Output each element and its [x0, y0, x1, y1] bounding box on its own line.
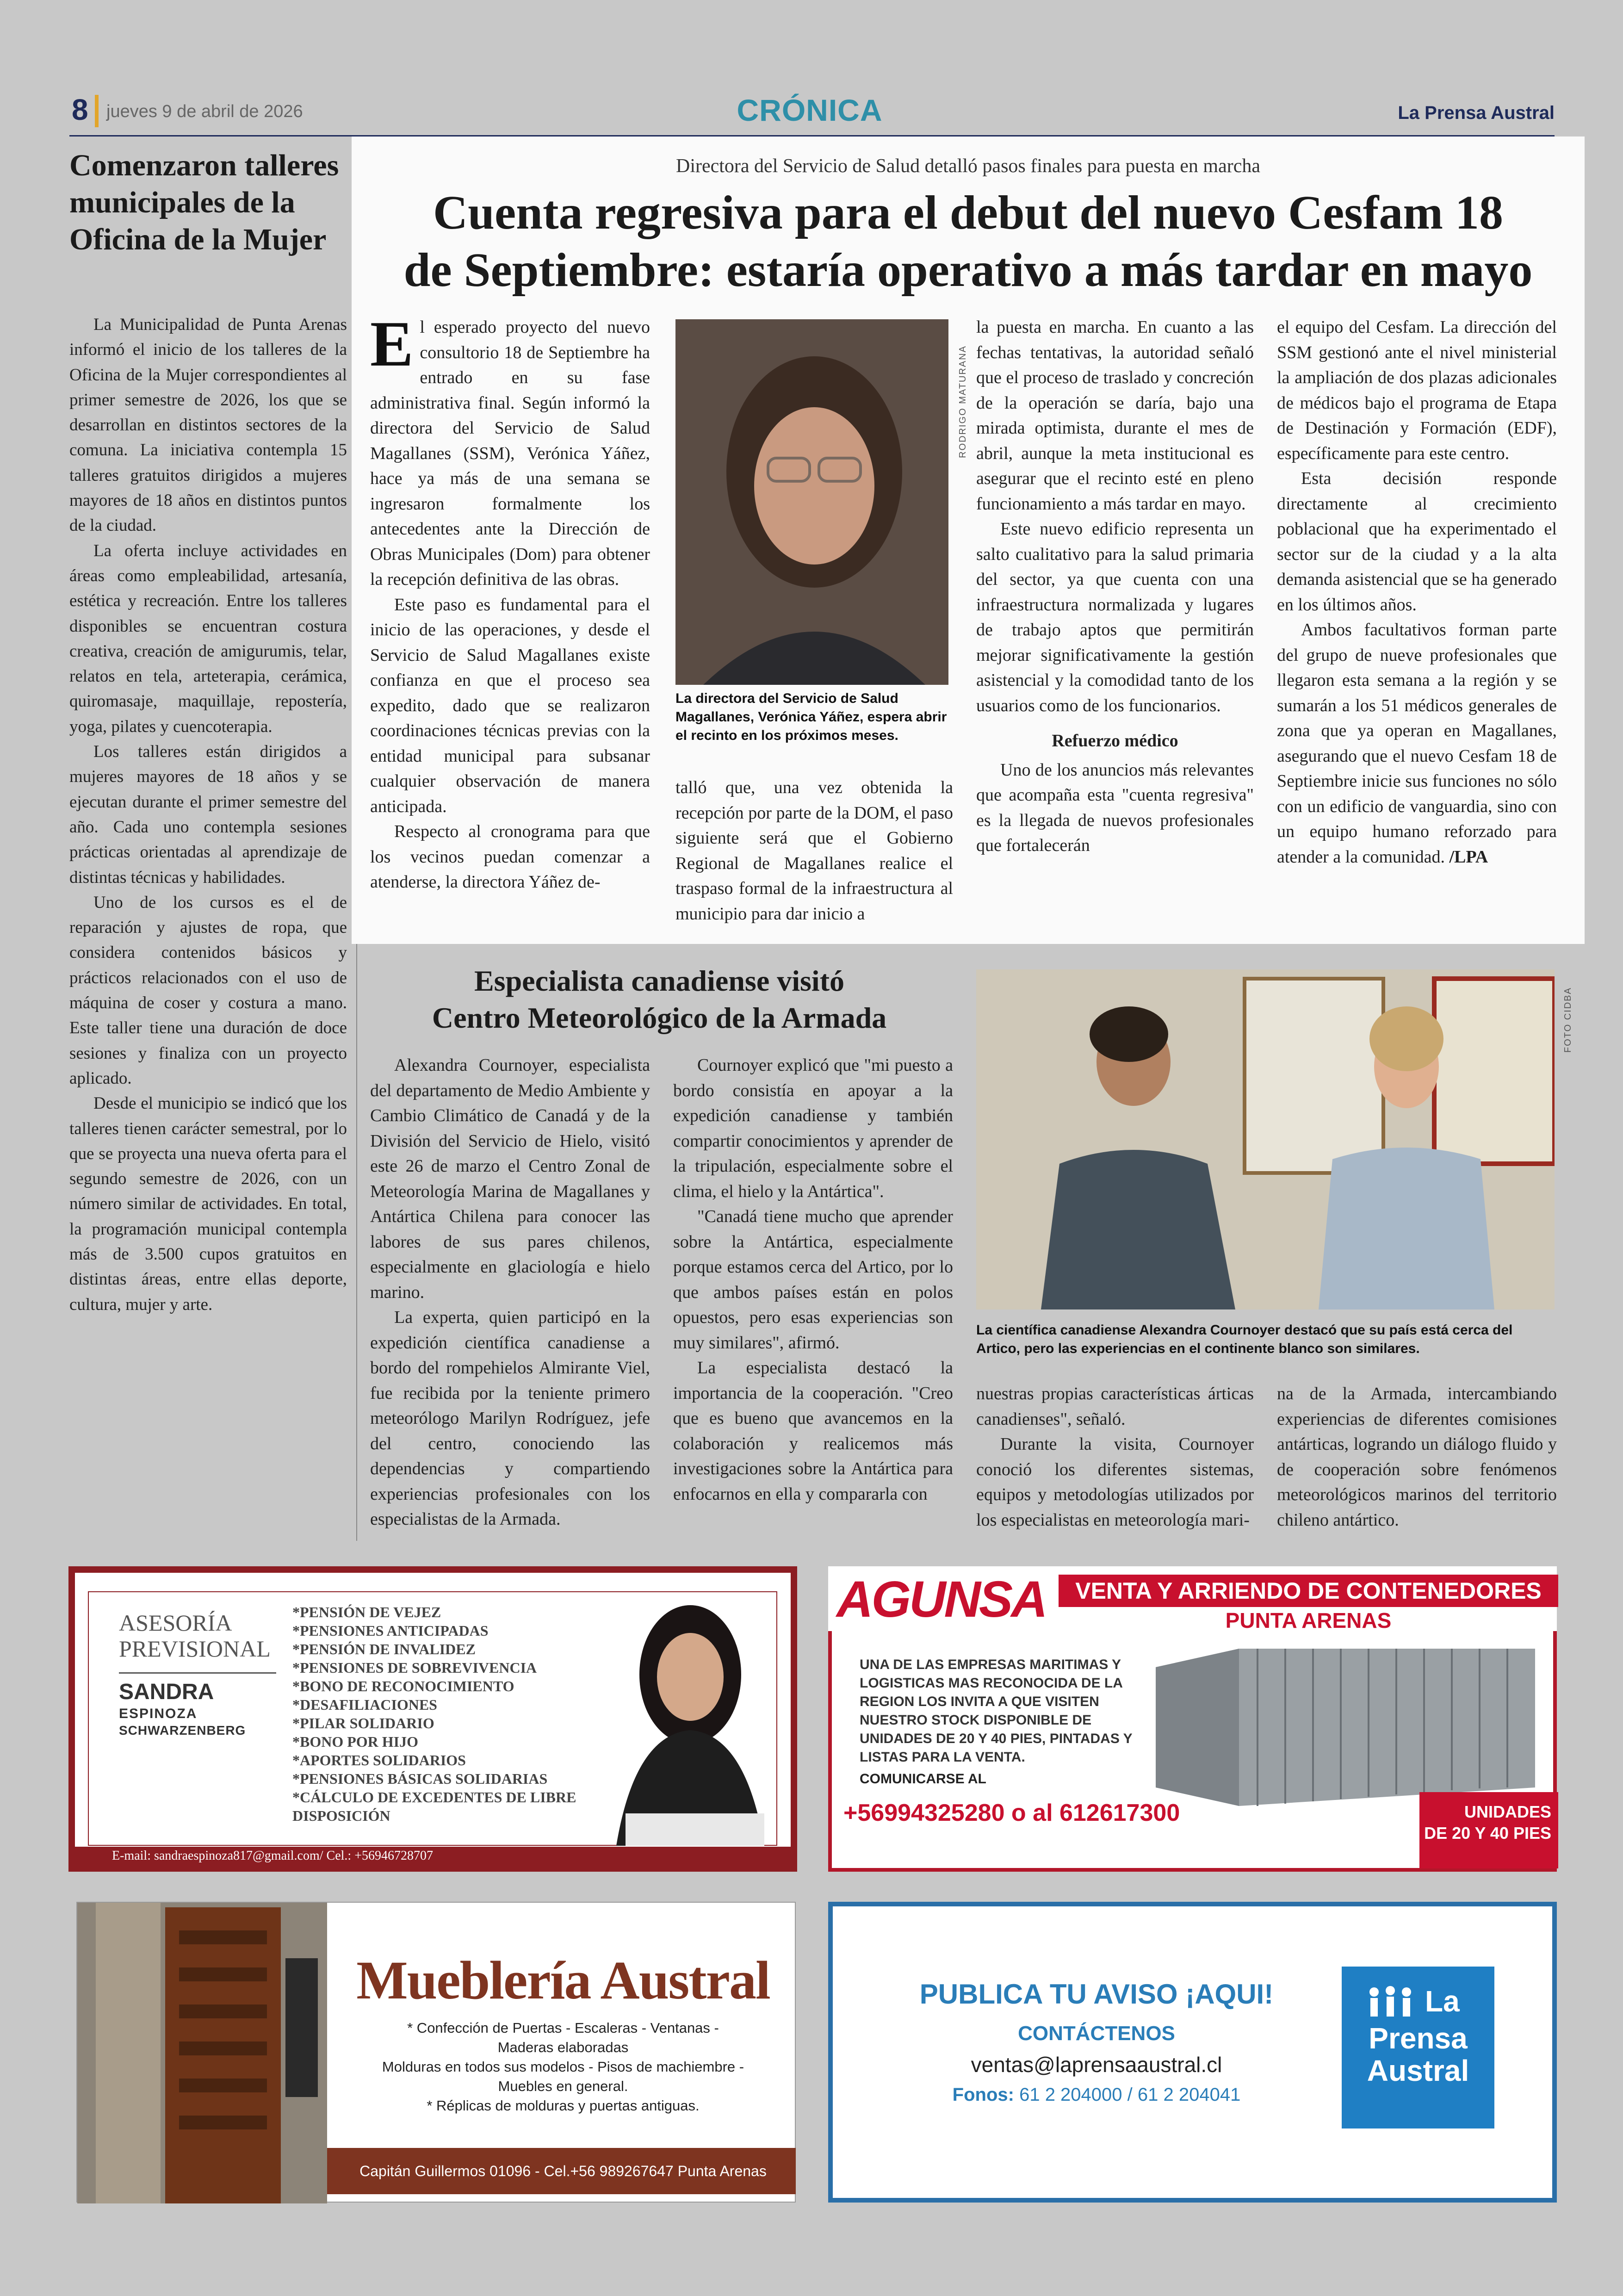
ad-title-line: PREVISIONAL — [119, 1636, 271, 1662]
paragraph: Cournoyer explicó que "mi puesto a bordo consistía en apoyar a la expedición canadiense y también compartir conocimientos y aprender de la tripulación, especialmente sobre el clima, el hielo y la Antártica". — [673, 1055, 953, 1201]
photo-caption: La científica canadiense Alexandra Cournoyer destacó que su país está cerca del Artico, pero las experiencias en el continente blanco son similares. — [976, 1322, 1513, 1356]
headline-line: Especialista canadiense visitó — [474, 964, 845, 997]
paragraph: Este nuevo edificio representa un salto cualitativo para la salud primaria del sector, ya que cuenta con una infraestructura normalizada y lugares de trabajo aptos que permitirán mejorar significativamente la gestión asistencial y la comodidad tanto de los usuarios como de los funcionarios. — [976, 519, 1254, 715]
issue-date: jueves 9 de abril de 2026 — [106, 102, 303, 121]
paragraph: el equipo del Cesfam. La dirección del SSM gestionó ante el nivel ministerial la ampliación de dos plazas adicionales de médicos bajo el programa de Etapa de Destinación y Formación (EDF), específicamente para este centro. — [1277, 317, 1557, 463]
publica-phones — [907, 2085, 1286, 2105]
service-line: Molduras en todos sus modelos - Pisos de machiembre - — [382, 2059, 744, 2075]
service-item: *BONO POR HIJO — [292, 1733, 419, 1750]
la-prensa-austral-logo — [1342, 1967, 1494, 2128]
publica-contact-label: CONTÁCTENOS — [1018, 2022, 1175, 2045]
muebleria-address: Capitán Guillermos 01096 - Cel.+56 989267647 Punta Arenas — [359, 2163, 767, 2179]
headline-line: Cuenta regresiva para el debut del nuevo Cesfam 18 — [433, 186, 1503, 239]
paragraph — [1277, 617, 1557, 869]
paragraph: Esta decisión responde directamente al crecimiento poblacional que ha experimentado el sector sur de la ciudad y a la alta demanda asistencial que se ha generado en los últimos años. — [1277, 469, 1557, 614]
service-line: Muebles en general. — [498, 2078, 628, 2094]
side-article-paragraph: La Municipalidad de Punta Arenas informó el inicio de los talleres de la Oficina de la Mujer correspondientes al primer semestre de 2026, los que se desarrollan en distintos sectores de la comuna. La iniciativa contempla 15 talleres gratuitos dirigidos a mujeres mayores de 18 años en distintos puntos de la ciudad. — [69, 315, 347, 535]
photo-caption: La directora del Servicio de Salud Magallanes, Verónica Yáñez, espera abrir el recinto en los próximos meses. — [675, 691, 947, 743]
section-title: CRÓNICA — [737, 93, 883, 127]
units-line: UNIDADES — [1464, 1802, 1551, 1821]
paragraph: Este paso es fundamental para el inicio de las operaciones, y desde el Servicio de Salud Magallanes existe confianza en que el proceso sea expedito, dado que se realizaron coordinaciones técnicas previas con la entidad municipal para subsanar cualquier observación de manera anticipada. — [370, 595, 650, 816]
photo-credit: FOTO CIDBA — [1563, 987, 1573, 1053]
agunsa-city: PUNTA ARENAS — [1225, 1608, 1392, 1632]
main-article-kicker: Directora del Servicio de Salud detalló pasos finales para puesta en marcha — [675, 155, 1260, 177]
subheading: Refuerzo médico — [1052, 731, 1178, 751]
second-article-col3 — [976, 1381, 1254, 1533]
main-article-col2 — [675, 775, 953, 926]
ad-agunsa[interactable] — [828, 1566, 1557, 1872]
door-photo — [77, 1903, 327, 2203]
paragraph-text: Ambos facultativos forman parte del grupo de nueve profesionales que llegaron esta semana a la región y se sumarán a los 51 médicos generales de zona que ya operan en Magallanes, asegurando que el nuevo Cesfam 18 de Septiembre inicie sus funciones no sólo con un edificio de vanguardia, sino con un equipo humano reforzado para atender a la comunidad. — [1277, 620, 1557, 867]
agunsa-body: UNA DE LAS EMPRESAS MARITIMAS Y LOGISTICAS MAS RECONOCIDA DE LA REGION LOS INVITA A QUE VISITEN NUESTRO STOCK DISPONIBLE DE UNIDADES DE 20 Y 40 PIES, PINTADAS Y LISTAS PARA LA VENTA. — [860, 1657, 1133, 1765]
paragraph: talló que, una vez obtenida la recepción por parte de la DOM, el paso siguiente será que el Gobierno Regional de Magallanes realice el traspaso formal de la infraestructura al municipio para dar inicio a — [675, 778, 953, 924]
service-item: *PENSIÓN DE INVALIDEZ — [292, 1641, 476, 1657]
main-article-col4 — [1277, 315, 1557, 869]
agunsa-units — [1419, 1801, 1551, 1844]
service-item: *PENSIONES DE SOBREVIVENCIA — [292, 1659, 537, 1676]
service-line: * Confección de Puertas - Escaleras - Ventanas - — [407, 2020, 719, 2036]
logo-line: Austral — [1367, 2054, 1469, 2087]
ad-title-line: ASESORÍA — [119, 1610, 232, 1636]
service-item: *APORTES SOLIDARIOS — [292, 1752, 466, 1769]
advisor-illustration — [598, 1596, 783, 1846]
side-article-paragraph: Los talleres están dirigidos a mujeres mayores de 18 años y se ejecutan durante el primer semestre del año. Cada uno contempla sesiones prácticas orientadas al aprendizaje de distintas técnicas y habilidades. — [69, 742, 347, 887]
agunsa-cta: COMUNICARSE AL — [860, 1771, 986, 1787]
director-photo — [675, 319, 948, 685]
wooden-door-illustration — [77, 1903, 327, 2203]
paragraph: La experta, quien participó en la expedición científica canadiense a bordo del rompehielos Almirante Viel, fue recibida por la teniente primero meteorólogo Marilyn Rodríguez, jefe del centro, conociendo las dependencias y compartiendo experiencias profesionales con los especialistas de la Armada. — [370, 1308, 650, 1529]
ad-person-name — [119, 1679, 246, 1738]
ad-services-list — [292, 1603, 588, 1825]
phones-value[interactable]: 61 2 204000 / 61 2 204041 — [1019, 2085, 1241, 2105]
main-article-col1 — [370, 308, 650, 895]
second-article-col4 — [1277, 1381, 1557, 1533]
service-item: *BONO DE RECONOCIMIENTO — [292, 1678, 514, 1694]
newspaper-brand: La Prensa Austral — [1398, 103, 1555, 123]
name-line: SANDRA — [119, 1680, 214, 1704]
signature: /LPA — [1449, 847, 1488, 867]
side-article-paragraph: Uno de los cursos es el de reparación y ajustes de ropa, que considera contenidos básicos y prácticos relacionados con el uso de máquina de coser y costura a mano. Este taller tiene una duración de doce sesiones y finaliza con un proyecto aplicado. — [69, 893, 347, 1088]
service-item: *CÁLCULO DE EXCEDENTES DE LIBRE DISPOSICIÓN — [292, 1789, 576, 1824]
agunsa-phones[interactable]: +56994325280 o al 612617300 — [843, 1800, 1180, 1826]
meteorology-illustration — [976, 969, 1555, 1309]
paragraph: Alexandra Cournoyer, especialista del departamento de Medio Ambiente y Cambio Climático de Canadá y de la División del Servicio de Hielo, visitó este 26 de marzo el Centro Zonal de Meteorología Marina de Magallanes y Antártica Chilena para conocer las labores de sus pares chilenos, especialmente en glaciología e hielo marino. — [370, 1055, 650, 1302]
muebleria-services — [341, 2018, 785, 2116]
paragraph: la puesta en marcha. En cuanto a las fechas tentativas, la autoridad señaló que el proceso de traslado y concreción de la operación se daría, bajo una mirada optimista, durante el mes de abril, aunque la meta institucional es asegurar que el recinto esté en pleno funcionamiento a más tardar en mayo. — [976, 317, 1254, 514]
service-line: * Réplicas de molduras y puertas antiguas. — [427, 2097, 700, 2114]
meteorology-photo — [976, 969, 1555, 1309]
name-line: SCHWARZENBERG — [119, 1723, 246, 1738]
ad-divider — [119, 1672, 276, 1674]
photo-credit: RODRIGO MATURANA — [958, 345, 968, 458]
ad-publica-aviso[interactable] — [828, 1902, 1557, 2203]
service-item: *DESAFILIACIONES — [292, 1696, 437, 1713]
publica-title: PUBLICA TU AVISO ¡AQUI! — [919, 1979, 1274, 2010]
service-line: Maderas elaboradas — [497, 2039, 629, 2055]
paragraph: nuestras propias características árticas canadienses", señaló. — [976, 1384, 1254, 1429]
paragraph: na de la Armada, intercambiando experiencias de diferentes comisiones antárticas, logrando un diálogo fluido y de cooperación sobre fenómenos meteorológicos marinos del territorio chileno antártico. — [1277, 1384, 1557, 1530]
paragraph: La especialista destacó la importancia de la cooperación. "Creo que es bueno que avancemos en la colaboración y realicemos más investigaciones sobre la Antártica para enfocarnos en ella y compararla con — [673, 1358, 953, 1504]
second-article-col2 — [673, 1053, 953, 1507]
paragraph: Respecto al cronograma para que los vecinos puedan comenzar a atenderse, la directora Yáñez de- — [370, 822, 650, 892]
headline-line: Centro Meteorológico de la Armada — [432, 1001, 887, 1034]
publica-email[interactable]: ventas@laprensaaustral.cl — [971, 2053, 1222, 2077]
advisor-photo — [598, 1596, 783, 1846]
ad-asesoria-previsional[interactable] — [68, 1566, 797, 1872]
second-article-headline — [361, 962, 958, 1036]
paragraph: Durante la visita, Cournoyer conoció los diferentes sistemas, equipos y metodologías utilizados por los especialistas en meteorología mari- — [976, 1434, 1254, 1530]
page-number-divider — [95, 95, 99, 127]
ad-muebleria-austral[interactable] — [76, 1902, 796, 2203]
service-item: *PENSIÓN DE VEJEZ — [292, 1604, 441, 1620]
name-line: ESPINOZA — [119, 1706, 198, 1721]
portrait-illustration — [675, 319, 948, 685]
ad-title — [119, 1610, 271, 1662]
paragraph: Uno de los anuncios más relevantes que acompaña esta "cuenta regresiva" es la llegada de nuevos profesionales que fortalecerán — [976, 760, 1254, 855]
service-item: *PENSIONES BÁSICAS SOLIDARIAS — [292, 1770, 548, 1787]
page-number: 8 — [72, 93, 88, 126]
second-article-col1 — [370, 1053, 650, 1532]
agunsa-banner: VENTA Y ARRIENDO DE CONTENEDORES — [1059, 1575, 1558, 1607]
agunsa-logo: AGUNSA — [836, 1571, 1046, 1628]
headline-line: de Septiembre: estaría operativo a más tardar en mayo — [403, 243, 1533, 297]
drop-cap: E — [370, 308, 414, 380]
side-article-paragraph: La oferta incluye actividades en áreas como empleabilidad, artesanía, estética y recreación. Entre los talleres disponibles se encuentran costura creativa, creación de amigurumis, telar, relatos en tela, arteterapia, cerámica, quiromasaje, maquillaje, repostería, yoga, pilates y cuencoterapia. — [69, 541, 347, 736]
side-article-title: Comenzaron talleres municipales de la Oficina de la Mujer — [69, 149, 339, 256]
service-item: *PILAR SOLIDARIO — [292, 1715, 434, 1731]
logo-line: La — [1425, 1985, 1460, 2018]
phones-label: Fonos: — [952, 2085, 1014, 2105]
paragraph: "Canadá tiene mucho que aprender sobre la Antártica, especialmente porque estamos cerca del Artico, por lo que ambos países están en polos opuestos, pero esas experiencias son muy similares", afirmó. — [673, 1207, 953, 1353]
side-article-body — [69, 312, 347, 1317]
paragraph: l esperado proyecto del nuevo consultorio 18 de Septiembre ha entrado en su fase administrativa final. Según informó la directora del Servicio de Salud Magallanes (SSM), Verónica Yáñez, hace ya más de una semana se ingresaron formalmente los antecedentes ante la Dirección de Obras Municipales (Dom) para obtener la recepción definitiva de las obras. — [370, 317, 650, 589]
main-article-col3 — [976, 315, 1254, 858]
side-article-paragraph: Desde el municipio se indicó que los talleres tienen carácter semestral, por lo que se proyecta una nueva oferta para el segundo semestre de 2026, con un número similar de actividades. En total, la programación municipal contempla más de 3.500 cupos gratuitos en distintas áreas, entre ellas deporte, cultura, mujer y arte. — [69, 1094, 347, 1314]
muebleria-name: Mueblería Austral — [356, 1950, 770, 2011]
ad-contact: E-mail: sandraespinoza817@gmail.com/ Cel.: +56946728707 — [112, 1849, 433, 1863]
logo-line: Prensa — [1369, 2022, 1468, 2055]
service-item: *PENSIONES ANTICIPADAS — [292, 1622, 489, 1639]
units-line: DE 20 Y 40 PIES — [1424, 1824, 1551, 1843]
main-article-headline — [352, 184, 1585, 299]
